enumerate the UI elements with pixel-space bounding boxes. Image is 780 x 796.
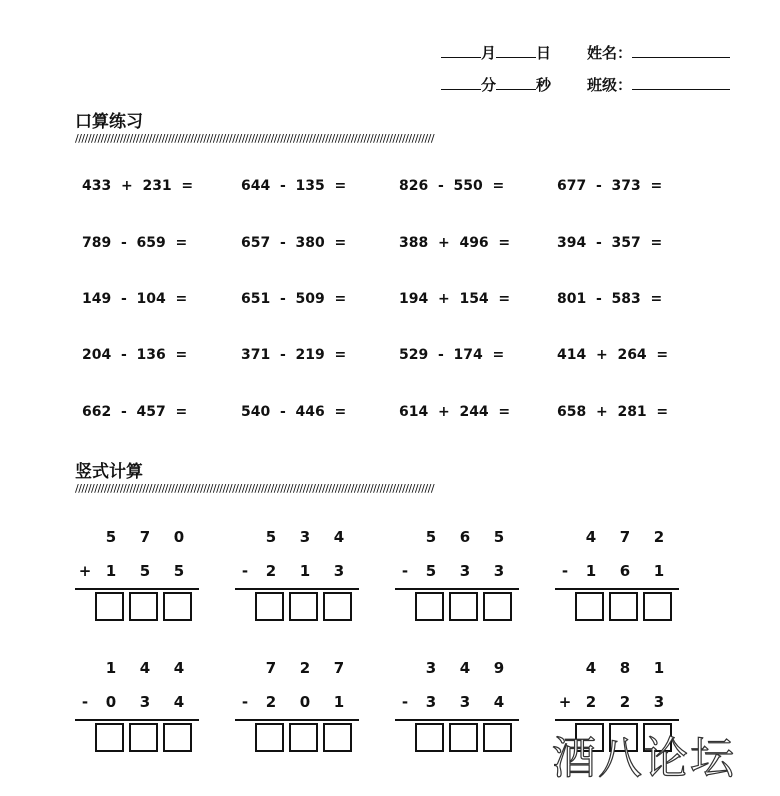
digit: 2 (653, 528, 665, 546)
bottom-number (235, 562, 359, 582)
answer-box[interactable] (415, 592, 444, 621)
digit: 7 (265, 659, 277, 677)
time-line (441, 74, 551, 95)
oral-problem: 388 + 496 = (399, 235, 511, 251)
oral-problem: 149 - 104 = (82, 291, 188, 307)
digit: 2 (585, 693, 597, 711)
top-number (75, 528, 199, 548)
sum-line (235, 588, 359, 590)
digit: 5 (425, 562, 437, 580)
name-line (587, 42, 730, 63)
answer-box[interactable] (449, 592, 478, 621)
minute-label: 分 (481, 76, 497, 94)
answer-box[interactable] (449, 723, 478, 752)
digit: 1 (299, 562, 311, 580)
digit: 6 (459, 528, 471, 546)
digit: 4 (173, 693, 185, 711)
operator: - (241, 562, 249, 580)
digit: 1 (653, 562, 665, 580)
vertical-problem (395, 528, 519, 638)
oral-problem: 677 - 373 = (557, 178, 663, 194)
digit: 1 (105, 562, 117, 580)
operator: - (81, 693, 89, 711)
answer-box[interactable] (289, 592, 318, 621)
digit: 1 (105, 659, 117, 677)
digit: 5 (265, 528, 277, 546)
class-blank[interactable] (632, 75, 730, 90)
digit: 3 (299, 528, 311, 546)
top-number (555, 528, 679, 548)
bottom-number (235, 693, 359, 713)
oral-problem: 540 - 446 = (241, 404, 347, 420)
sum-line (395, 719, 519, 721)
sum-line (555, 588, 679, 590)
sum-line (75, 719, 199, 721)
answer-box[interactable] (95, 723, 124, 752)
oral-problem: 194 + 154 = (399, 291, 511, 307)
vertical-problem (235, 528, 359, 638)
sum-line (75, 588, 199, 590)
answer-box[interactable] (255, 592, 284, 621)
answer-box[interactable] (483, 592, 512, 621)
vertical-problem (75, 659, 199, 769)
answer-box[interactable] (255, 723, 284, 752)
answer-box[interactable] (323, 592, 352, 621)
oral-problem: 204 - 136 = (82, 347, 188, 363)
sum-line (235, 719, 359, 721)
digit: 2 (299, 659, 311, 677)
answer-box[interactable] (163, 592, 192, 621)
digit: 0 (299, 693, 311, 711)
answer-box[interactable] (289, 723, 318, 752)
month-blank[interactable] (441, 43, 481, 58)
oral-divider: //////////////////////////////////////////////////////////////////////////////////////////////////////////////// (75, 132, 435, 145)
oral-problem: 789 - 659 = (82, 235, 188, 251)
class-label: 班级： (587, 76, 633, 94)
watermark: 酒八论坛 (552, 733, 736, 784)
answer-box[interactable] (129, 723, 158, 752)
digit: 3 (425, 693, 437, 711)
digit: 3 (459, 562, 471, 580)
bottom-number (395, 693, 519, 713)
vertical-problem (235, 659, 359, 769)
digit: 6 (619, 562, 631, 580)
day-label: 日 (536, 44, 552, 62)
oral-problem: 614 + 244 = (399, 404, 511, 420)
operator: + (558, 693, 572, 711)
vertical-problem (555, 528, 679, 638)
answer-box[interactable] (415, 723, 444, 752)
digit: 3 (459, 693, 471, 711)
oral-problem: 662 - 457 = (82, 404, 188, 420)
answer-box[interactable] (643, 592, 672, 621)
month-label: 月 (481, 44, 497, 62)
oral-problem: 644 - 135 = (241, 178, 347, 194)
digit: 5 (425, 528, 437, 546)
digit: 4 (585, 659, 597, 677)
oral-problem: 433 + 231 = (82, 178, 194, 194)
digit: 1 (333, 693, 345, 711)
operator: + (78, 562, 92, 580)
second-blank[interactable] (496, 75, 536, 90)
oral-problem: 529 - 174 = (399, 347, 505, 363)
digit: 2 (265, 693, 277, 711)
oral-problem: 371 - 219 = (241, 347, 347, 363)
bottom-number (555, 693, 679, 713)
top-number (395, 659, 519, 679)
digit: 8 (619, 659, 631, 677)
bottom-number (555, 562, 679, 582)
digit: 2 (265, 562, 277, 580)
oral-problem: 657 - 380 = (241, 235, 347, 251)
oral-problem: 394 - 357 = (557, 235, 663, 251)
digit: 4 (459, 659, 471, 677)
sum-line (395, 588, 519, 590)
digit: 4 (333, 528, 345, 546)
digit: 3 (425, 659, 437, 677)
answer-box[interactable] (575, 592, 604, 621)
digit: 4 (585, 528, 597, 546)
digit: 4 (493, 693, 505, 711)
minute-blank[interactable] (441, 75, 481, 90)
answer-box[interactable] (609, 592, 638, 621)
digit: 9 (493, 659, 505, 677)
vertical-section-title: 竖式计算 (75, 462, 143, 482)
digit: 1 (653, 659, 665, 677)
top-number (395, 528, 519, 548)
digit: 1 (585, 562, 597, 580)
digit: 5 (105, 528, 117, 546)
digit: 7 (333, 659, 345, 677)
answer-box[interactable] (95, 592, 124, 621)
operator: - (241, 693, 249, 711)
operator: - (401, 693, 409, 711)
digit: 3 (493, 562, 505, 580)
digit: 3 (333, 562, 345, 580)
sum-line (555, 719, 679, 721)
digit: 4 (173, 659, 185, 677)
date-line (441, 42, 551, 63)
answer-box[interactable] (163, 723, 192, 752)
digit: 3 (653, 693, 665, 711)
digit: 7 (139, 528, 151, 546)
top-number (555, 659, 679, 679)
day-blank[interactable] (496, 43, 536, 58)
oral-problem: 801 - 583 = (557, 291, 663, 307)
bottom-number (75, 562, 199, 582)
digit: 5 (493, 528, 505, 546)
oral-section-title: 口算练习 (75, 112, 143, 132)
second-label: 秒 (536, 76, 552, 94)
operator: - (561, 562, 569, 580)
digit: 3 (139, 693, 151, 711)
oral-problem: 651 - 509 = (241, 291, 347, 307)
digit: 0 (105, 693, 117, 711)
oral-problem: 658 + 281 = (557, 404, 669, 420)
bottom-number (395, 562, 519, 582)
bottom-number (75, 693, 199, 713)
digit: 2 (619, 693, 631, 711)
answer-box[interactable] (323, 723, 352, 752)
vertical-problem (75, 528, 199, 638)
top-number (235, 659, 359, 679)
vertical-divider: //////////////////////////////////////////////////////////////////////////////////////////////////////////////// (75, 482, 435, 495)
class-line (587, 74, 730, 95)
top-number (75, 659, 199, 679)
answer-box[interactable] (483, 723, 512, 752)
name-label: 姓名： (587, 44, 633, 62)
operator: - (401, 562, 409, 580)
answer-box[interactable] (129, 592, 158, 621)
vertical-problem (395, 659, 519, 769)
digit: 5 (173, 562, 185, 580)
oral-problem: 414 + 264 = (557, 347, 669, 363)
digit: 5 (139, 562, 151, 580)
digit: 4 (139, 659, 151, 677)
digit: 7 (619, 528, 631, 546)
name-blank[interactable] (632, 43, 730, 58)
digit: 0 (173, 528, 185, 546)
top-number (235, 528, 359, 548)
oral-problem: 826 - 550 = (399, 178, 505, 194)
